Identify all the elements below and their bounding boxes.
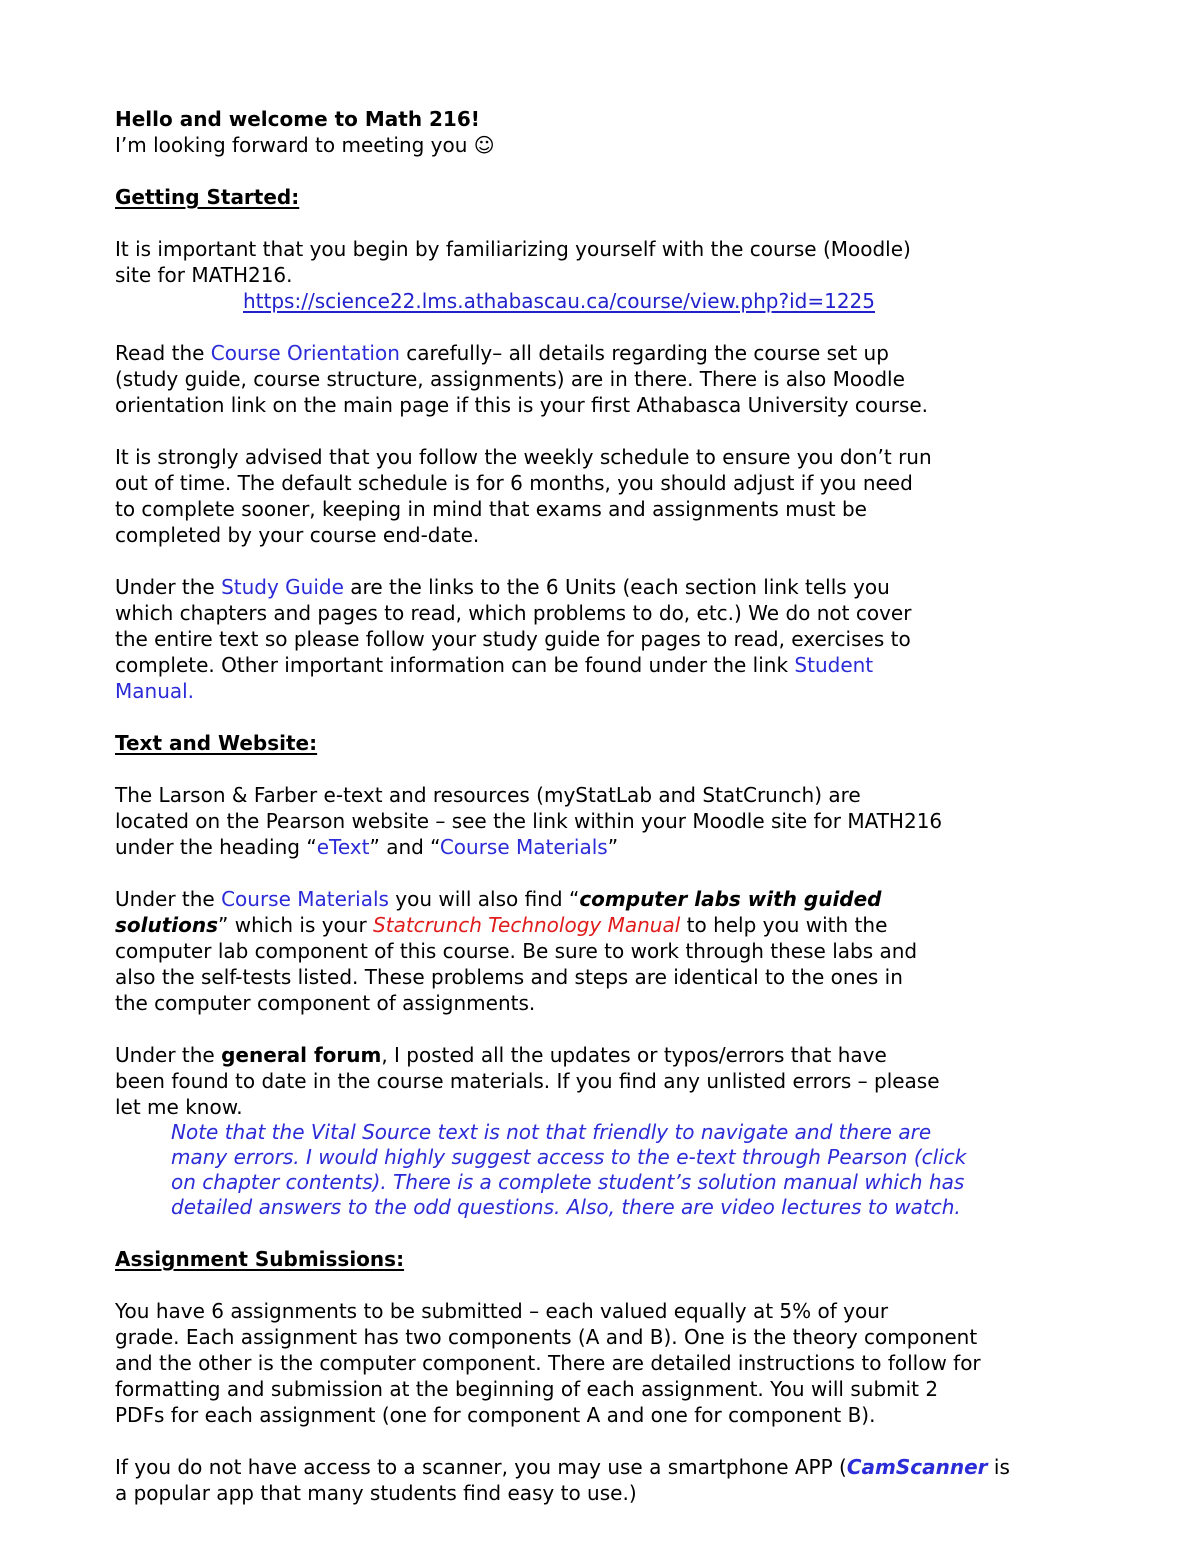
tw-p1-line3 — [115, 834, 1035, 860]
gs-p2-line3: orientation link on the main page if this is your first Athabasca University course. — [115, 393, 929, 417]
heading-assignments: Assignment Submissions: — [115, 1247, 405, 1271]
course-materials-link-2[interactable]: Course Materials — [221, 887, 389, 911]
tw-p3-line1 — [115, 1042, 1035, 1068]
heading-getting-started: Getting Started: — [115, 185, 300, 209]
text-span: are the links to the 6 Units (each section link tells you — [343, 575, 890, 599]
text-span: Under the — [115, 1043, 222, 1067]
gs-p3-line3: to complete sooner, keeping in mind that exams and assignments must be — [115, 497, 867, 521]
tw-p1-line1: The Larson & Farber e-text and resources (myStatLab and StatCrunch) are — [115, 783, 861, 807]
tw-p2-line1 — [115, 886, 1035, 912]
text-span: ” — [607, 835, 619, 859]
etext-link[interactable]: eText — [316, 835, 370, 859]
solutions-emphasis: solutions — [115, 913, 219, 937]
gs-p2-line2: (study guide, course structure, assignments) are in there. There is also Moodle — [115, 367, 905, 391]
text-span: complete. Other important information can be found under the link — [115, 653, 795, 677]
general-forum-emphasis: general forum — [221, 1043, 382, 1067]
gs-p1-line2: site for MATH216. — [115, 263, 293, 287]
gs-p3-line1: It is strongly advised that you follow the weekly schedule to ensure you don’t run — [115, 445, 932, 469]
gs-p4-line2: which chapters and pages to read, which problems to do, etc.) We do not cover — [115, 601, 912, 625]
as-p1-line1: You have 6 assignments to be submitted – each valued equally at 5% of your — [115, 1299, 889, 1323]
greeting: I’m looking forward to meeting you ☺ — [115, 133, 495, 157]
course-url-link[interactable]: https://science22.lms.athabascau.ca/course/view.php?id=1225 — [243, 289, 876, 313]
tw-p2-line3: computer lab component of this course. Be sure to work through these labs and — [115, 939, 918, 963]
tw-p2-line4: also the self-tests listed. These problems and steps are identical to the ones in — [115, 965, 903, 989]
note-line4: detailed answers to the odd questions. Also, there are video lectures to watch. — [171, 1195, 961, 1219]
statcrunch-manual-link[interactable]: Statcrunch Technology Manual — [373, 913, 681, 937]
text-span: carefully– all details regarding the course set up — [399, 341, 889, 365]
text-span: Under the — [115, 887, 222, 911]
text-span: , I posted all the updates or typos/errors that have — [381, 1043, 887, 1067]
text-span: ” which is your — [218, 913, 374, 937]
tw-p2-line5: the computer component of assignments. — [115, 991, 536, 1015]
text-span: under the heading “ — [115, 835, 317, 859]
gs-p3-line4: completed by your course end-date. — [115, 523, 480, 547]
tw-p3-line2: been found to date in the course materials. If you find any unlisted errors – please — [115, 1069, 940, 1093]
note-line3: on chapter contents). There is a complete student’s solution manual which has — [171, 1170, 965, 1194]
student-manual-link[interactable]: Student — [794, 653, 874, 677]
note-line2: many errors. I would highly suggest access to the e-text through Pearson (click — [171, 1145, 967, 1169]
course-materials-link[interactable]: Course Materials — [439, 835, 608, 859]
heading-text-website: Text and Website: — [115, 731, 318, 755]
gs-p4-line4 — [115, 652, 1035, 678]
text-span: If you do not have access to a scanner, you may use a smartphone APP ( — [115, 1455, 847, 1479]
gs-p4-line3: the entire text so please follow your study guide for pages to read, exercises to — [115, 627, 911, 651]
course-url-row — [115, 288, 1035, 314]
document-page — [115, 106, 1035, 1506]
text-span: Read the — [115, 341, 211, 365]
gs-p2-line1 — [115, 340, 1035, 366]
student-manual-link-cont[interactable]: Manual. — [115, 679, 195, 703]
as-p2-line1 — [115, 1454, 1035, 1480]
tw-p1-line2: located on the Pearson website – see the link within your Moodle site for MATH216 — [115, 809, 943, 833]
gs-p4-line1 — [115, 574, 1035, 600]
note-line1: Note that the Vital Source text is not that friendly to navigate and there are — [171, 1120, 932, 1144]
text-span: you will also find “ — [388, 887, 580, 911]
as-p1-line4: formatting and submission at the beginning of each assignment. You will submit 2 — [115, 1377, 939, 1401]
study-guide-link[interactable]: Study Guide — [221, 575, 344, 599]
gs-p1-line1: It is important that you begin by familiarizing yourself with the course (Moodle) — [115, 237, 911, 261]
tw-p2-line2 — [115, 912, 1035, 938]
course-orientation-link[interactable]: Course Orientation — [210, 341, 400, 365]
document-title: Hello and welcome to Math 216! — [115, 107, 480, 131]
as-p1-line5: PDFs for each assignment (one for component A and one for component B). — [115, 1403, 876, 1427]
as-p2-line2: a popular app that many students find easy to use.) — [115, 1481, 637, 1505]
text-span: ” and “ — [369, 835, 440, 859]
text-span: is — [987, 1455, 1010, 1479]
as-p1-line3: and the other is the computer component. There are detailed instructions to follow for — [115, 1351, 981, 1375]
text-span: to help you with the — [680, 913, 888, 937]
camscanner-link[interactable]: CamScanner — [846, 1455, 988, 1479]
tw-p3-line3: let me know. — [115, 1095, 243, 1119]
gs-p3-line2: out of time. The default schedule is for 6 months, you should adjust if you need — [115, 471, 913, 495]
as-p1-line2: grade. Each assignment has two components (A and B). One is the theory component — [115, 1325, 978, 1349]
text-span: Under the — [115, 575, 222, 599]
computer-labs-emphasis: computer labs with guided — [579, 887, 882, 911]
